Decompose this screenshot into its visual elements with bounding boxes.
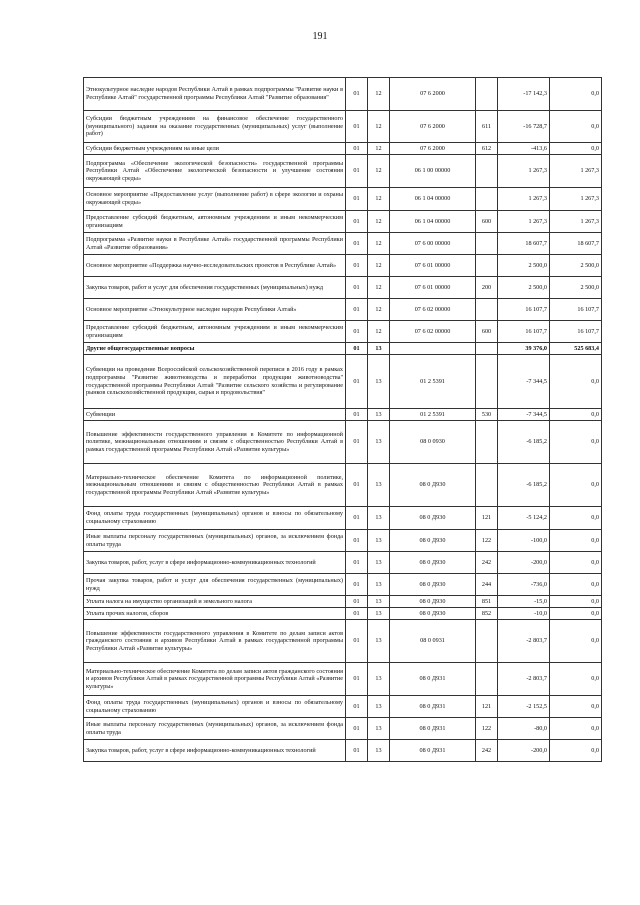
amount-year2-cell: 16 107,7 [550, 321, 602, 343]
section-code-cell: 01 [346, 321, 368, 343]
section-code-cell: 01 [346, 299, 368, 321]
target-article-cell: 08 0 Д931 [390, 718, 476, 740]
amount-year2-cell: 1 267,3 [550, 155, 602, 188]
amount-year1-cell: -15,0 [498, 596, 550, 608]
table-row [84, 696, 602, 718]
target-article-cell: 07 6 2000 [390, 111, 476, 143]
row-name-cell: Этнокультурное наследие народов Республики Алтай в рамках подпрограммы "Развитие науки в Республике Алтай" государственной программы Республики Алтай "Развитие образования" [84, 78, 346, 111]
subsection-code-cell: 13 [368, 355, 390, 409]
target-article-cell [390, 343, 476, 355]
subsection-code-cell: 13 [368, 596, 390, 608]
section-code-cell: 01 [346, 277, 368, 299]
target-article-cell: 08 0 Д931 [390, 696, 476, 718]
table-row [84, 718, 602, 740]
target-article-cell: 06 1 04 00000 [390, 188, 476, 211]
target-article-cell: 08 0 Д931 [390, 663, 476, 696]
amount-year2-cell: 1 267,3 [550, 211, 602, 233]
amount-year2-cell: 1 267,3 [550, 188, 602, 211]
amount-year2-cell: 16 107,7 [550, 299, 602, 321]
section-code-cell: 01 [346, 409, 368, 421]
subsection-code-cell: 13 [368, 409, 390, 421]
row-name-cell: Иные выплаты персоналу государственных (муниципальных) органов, за исключением фонда оплаты труда [84, 530, 346, 552]
row-name-cell: Иные выплаты персоналу государственных (муниципальных) органов, за исключением фонда оплаты труда [84, 718, 346, 740]
row-name-cell: Подпрограмма «Развитие науки в Республике Алтай» государственной программы Республики Алтай «Развитие образования» [84, 233, 346, 255]
target-article-cell: 07 6 01 00000 [390, 255, 476, 277]
amount-year1-cell: 39 376,0 [498, 343, 550, 355]
amount-year2-cell: 0,0 [550, 740, 602, 762]
expense-type-cell: 852 [476, 608, 498, 620]
amount-year2-cell: 18 607,7 [550, 233, 602, 255]
target-article-cell: 07 6 2000 [390, 143, 476, 155]
amount-year2-cell: 0,0 [550, 696, 602, 718]
target-article-cell: 01 2 5391 [390, 355, 476, 409]
section-code-cell: 01 [346, 740, 368, 762]
table-row [84, 596, 602, 608]
section-code-cell: 01 [346, 530, 368, 552]
expense-type-cell: 242 [476, 552, 498, 574]
row-name-cell: Основное мероприятие «Этнокультурное наследие народов Республики Алтай» [84, 299, 346, 321]
table-row [84, 78, 602, 111]
row-name-cell: Основное мероприятие «Предоставление услуг (выполнение работ) в сфере экологии и охраны окружающей среды» [84, 188, 346, 211]
amount-year1-cell: -200,0 [498, 552, 550, 574]
row-name-cell: Субвенции на проведение Всероссийской сельскохозяйственной переписи в 2016 году в рамках подпрограммы "Развитие животноводства и переработки продукции животноводства" государственной программы Республики Алтай "Развитие сельского хозяйства и регулирование рынков сельскохозяйственной продукции, сырья и продовольствия" [84, 355, 346, 409]
section-code-cell: 01 [346, 507, 368, 530]
amount-year1-cell: -7 344,5 [498, 355, 550, 409]
table-row [84, 277, 602, 299]
row-name-cell: Предоставление субсидий бюджетным, автономным учреждениям и иным некоммерческим организациям [84, 321, 346, 343]
table-row [84, 188, 602, 211]
amount-year2-cell: 0,0 [550, 143, 602, 155]
table-row [84, 143, 602, 155]
amount-year2-cell: 0,0 [550, 530, 602, 552]
budget-table-body [84, 78, 602, 762]
table-row [84, 343, 602, 355]
amount-year1-cell: -16 728,7 [498, 111, 550, 143]
amount-year1-cell: -200,0 [498, 740, 550, 762]
section-code-cell: 01 [346, 155, 368, 188]
table-row [84, 255, 602, 277]
amount-year1-cell: -10,0 [498, 608, 550, 620]
amount-year1-cell: 1 267,3 [498, 211, 550, 233]
amount-year1-cell: 16 107,7 [498, 299, 550, 321]
table-row [84, 299, 602, 321]
subsection-code-cell: 13 [368, 530, 390, 552]
row-name-cell: Субсидии бюджетным учреждениям на иные цели [84, 143, 346, 155]
amount-year2-cell: 0,0 [550, 718, 602, 740]
amount-year1-cell: 2 500,0 [498, 277, 550, 299]
expense-type-cell [476, 78, 498, 111]
subsection-code-cell: 13 [368, 421, 390, 464]
amount-year2-cell: 0,0 [550, 409, 602, 421]
target-article-cell: 08 0 0930 [390, 421, 476, 464]
table-row [84, 321, 602, 343]
amount-year1-cell: -2 803,7 [498, 663, 550, 696]
table-row [84, 155, 602, 188]
expense-type-cell [476, 421, 498, 464]
amount-year2-cell: 0,0 [550, 608, 602, 620]
expense-type-cell [476, 188, 498, 211]
expense-type-cell: 612 [476, 143, 498, 155]
amount-year2-cell: 525 683,4 [550, 343, 602, 355]
subsection-code-cell: 13 [368, 696, 390, 718]
section-code-cell: 01 [346, 663, 368, 696]
target-article-cell: 07 6 00 00000 [390, 233, 476, 255]
amount-year1-cell: -100,0 [498, 530, 550, 552]
table-row [84, 211, 602, 233]
section-code-cell: 01 [346, 355, 368, 409]
target-article-cell: 08 0 Д930 [390, 530, 476, 552]
amount-year2-cell: 0,0 [550, 464, 602, 507]
target-article-cell: 08 0 Д930 [390, 507, 476, 530]
amount-year2-cell: 0,0 [550, 78, 602, 111]
target-article-cell: 07 6 02 00000 [390, 299, 476, 321]
page-number: 191 [312, 31, 328, 42]
amount-year2-cell: 0,0 [550, 421, 602, 464]
subsection-code-cell: 12 [368, 188, 390, 211]
subsection-code-cell: 13 [368, 552, 390, 574]
amount-year2-cell: 0,0 [550, 507, 602, 530]
row-name-cell: Повышение эффективности государственного управления в Комитете по информационной политике, межнациональным отношениям и связям с общественностью Республики Алтай в рамках государственной программы Республики Алтай «Развитие культуры» [84, 421, 346, 464]
expense-type-cell: 122 [476, 530, 498, 552]
table-row [84, 233, 602, 255]
row-name-cell: Основное мероприятие «Поддержка научно-исследовательских проектов в Республике Алтай» [84, 255, 346, 277]
expense-type-cell [476, 343, 498, 355]
expense-type-cell: 244 [476, 574, 498, 596]
section-code-cell: 01 [346, 421, 368, 464]
target-article-cell: 08 0 Д931 [390, 740, 476, 762]
amount-year2-cell: 0,0 [550, 663, 602, 696]
table-row [84, 620, 602, 663]
row-name-cell: Материально-техническое обеспечение Комитета по делам записи актов гражданского состояния и архивов Республики Алтай в рамках государственной программы Республики Алтай «Развитие культуры» [84, 663, 346, 696]
table-row [84, 663, 602, 696]
amount-year1-cell: 1 267,3 [498, 155, 550, 188]
section-code-cell: 01 [346, 111, 368, 143]
section-code-cell: 01 [346, 620, 368, 663]
row-name-cell: Закупка товаров, работ и услуг для обеспечения государственных (муниципальных) нужд [84, 277, 346, 299]
amount-year1-cell: -6 185,2 [498, 464, 550, 507]
row-name-cell: Прочая закупка товаров, работ и услуг для обеспечения государственных (муниципальных) нужд [84, 574, 346, 596]
section-code-cell: 01 [346, 718, 368, 740]
target-article-cell: 08 0 Д930 [390, 552, 476, 574]
amount-year1-cell: 1 267,3 [498, 188, 550, 211]
budget-table [83, 77, 602, 762]
subsection-code-cell: 13 [368, 608, 390, 620]
amount-year1-cell: -5 124,2 [498, 507, 550, 530]
amount-year2-cell: 2 500,0 [550, 277, 602, 299]
expense-type-cell [476, 155, 498, 188]
section-code-cell: 01 [346, 78, 368, 111]
amount-year1-cell: -6 185,2 [498, 421, 550, 464]
target-article-cell: 07 6 2000 [390, 78, 476, 111]
amount-year1-cell: -736,0 [498, 574, 550, 596]
expense-type-cell: 600 [476, 211, 498, 233]
amount-year2-cell: 0,0 [550, 111, 602, 143]
row-name-cell: Предоставление субсидий бюджетным, автономным учреждениям и иным некоммерческим организациям [84, 211, 346, 233]
table-row [84, 552, 602, 574]
row-name-cell: Подпрограмма «Обеспечение экологической безопасности» государственной программы Республики Алтай «Обеспечение экологической безопасности и улучшение состояния окружающей среды» [84, 155, 346, 188]
table-row [84, 507, 602, 530]
row-name-cell: Фонд оплаты труда государственных (муниципальных) органов и взносы по обязательному социальному страхованию [84, 696, 346, 718]
expense-type-cell [476, 464, 498, 507]
target-article-cell: 08 0 Д930 [390, 464, 476, 507]
subsection-code-cell: 12 [368, 143, 390, 155]
expense-type-cell: 530 [476, 409, 498, 421]
section-code-cell: 01 [346, 233, 368, 255]
subsection-code-cell: 13 [368, 740, 390, 762]
section-code-cell: 01 [346, 143, 368, 155]
expense-type-cell [476, 233, 498, 255]
amount-year1-cell: -80,0 [498, 718, 550, 740]
row-name-cell: Закупка товаров, работ, услуг в сфере информационно-коммуникационных технологий [84, 740, 346, 762]
amount-year1-cell: -17 142,3 [498, 78, 550, 111]
subsection-code-cell: 12 [368, 78, 390, 111]
table-row [84, 421, 602, 464]
expense-type-cell: 600 [476, 321, 498, 343]
section-code-cell: 01 [346, 464, 368, 507]
section-code-cell: 01 [346, 255, 368, 277]
table-row [84, 530, 602, 552]
expense-type-cell [476, 255, 498, 277]
amount-year2-cell: 0,0 [550, 620, 602, 663]
row-name-cell: Другие общегосударственные вопросы [84, 343, 346, 355]
table-row [84, 574, 602, 596]
target-article-cell: 08 0 Д930 [390, 596, 476, 608]
expense-type-cell: 200 [476, 277, 498, 299]
section-code-cell: 01 [346, 343, 368, 355]
amount-year2-cell: 0,0 [550, 355, 602, 409]
subsection-code-cell: 12 [368, 155, 390, 188]
table-row [84, 608, 602, 620]
section-code-cell: 01 [346, 574, 368, 596]
subsection-code-cell: 13 [368, 574, 390, 596]
row-name-cell: Повышение эффективности государственного управления в Комитете по делам записи актов гражданского состояния и архивов Республики Алтай в рамках государственной программы Республики Алтай «Развитие культуры» [84, 620, 346, 663]
amount-year2-cell: 0,0 [550, 574, 602, 596]
subsection-code-cell: 12 [368, 233, 390, 255]
expense-type-cell: 851 [476, 596, 498, 608]
subsection-code-cell: 12 [368, 255, 390, 277]
amount-year1-cell: 18 607,7 [498, 233, 550, 255]
subsection-code-cell: 13 [368, 343, 390, 355]
subsection-code-cell: 13 [368, 663, 390, 696]
amount-year2-cell: 0,0 [550, 552, 602, 574]
row-name-cell: Материально-техническое обеспечение Комитета по информационной политике, межнациональным отношениям и связям с общественностью Республики Алтай в рамках государственной программы Республики Алтай «Развитие культуры» [84, 464, 346, 507]
expense-type-cell: 242 [476, 740, 498, 762]
target-article-cell: 06 1 04 00000 [390, 211, 476, 233]
subsection-code-cell: 12 [368, 321, 390, 343]
row-name-cell: Субсидии бюджетным учреждениям на финансовое обеспечение государственного (муниципального) задания на оказание государственных (муниципальных) услуг (выполнение работ) [84, 111, 346, 143]
target-article-cell: 07 6 02 00000 [390, 321, 476, 343]
target-article-cell: 06 1 00 00000 [390, 155, 476, 188]
target-article-cell: 01 2 5391 [390, 409, 476, 421]
target-article-cell: 08 0 0931 [390, 620, 476, 663]
table-row [84, 740, 602, 762]
target-article-cell: 07 6 01 00000 [390, 277, 476, 299]
expense-type-cell: 122 [476, 718, 498, 740]
amount-year1-cell: 16 107,7 [498, 321, 550, 343]
subsection-code-cell: 12 [368, 299, 390, 321]
expense-type-cell [476, 620, 498, 663]
expense-type-cell: 121 [476, 696, 498, 718]
section-code-cell: 01 [346, 552, 368, 574]
subsection-code-cell: 12 [368, 277, 390, 299]
expense-type-cell [476, 355, 498, 409]
table-row [84, 464, 602, 507]
expense-type-cell [476, 663, 498, 696]
expense-type-cell [476, 299, 498, 321]
section-code-cell: 01 [346, 608, 368, 620]
section-code-cell: 01 [346, 211, 368, 233]
amount-year2-cell: 2 500,0 [550, 255, 602, 277]
amount-year1-cell: -2 152,5 [498, 696, 550, 718]
row-name-cell: Уплата налога на имущество организаций и земельного налога [84, 596, 346, 608]
section-code-cell: 01 [346, 696, 368, 718]
row-name-cell: Фонд оплаты труда государственных (муниципальных) органов и взносы по обязательному социальному страхованию [84, 507, 346, 530]
expense-type-cell: 611 [476, 111, 498, 143]
row-name-cell: Закупка товаров, работ, услуг в сфере информационно-коммуникационных технологий [84, 552, 346, 574]
target-article-cell: 08 0 Д930 [390, 574, 476, 596]
amount-year1-cell: -413,6 [498, 143, 550, 155]
subsection-code-cell: 12 [368, 111, 390, 143]
subsection-code-cell: 13 [368, 718, 390, 740]
section-code-cell: 01 [346, 188, 368, 211]
expense-type-cell: 121 [476, 507, 498, 530]
amount-year2-cell: 0,0 [550, 596, 602, 608]
row-name-cell: Субвенции [84, 409, 346, 421]
target-article-cell: 08 0 Д930 [390, 608, 476, 620]
subsection-code-cell: 13 [368, 464, 390, 507]
section-code-cell: 01 [346, 596, 368, 608]
subsection-code-cell: 13 [368, 620, 390, 663]
subsection-code-cell: 13 [368, 507, 390, 530]
row-name-cell: Уплата прочих налогов, сборов [84, 608, 346, 620]
table-row [84, 355, 602, 409]
table-row [84, 409, 602, 421]
amount-year1-cell: 2 500,0 [498, 255, 550, 277]
table-row [84, 111, 602, 143]
amount-year1-cell: -7 344,5 [498, 409, 550, 421]
subsection-code-cell: 12 [368, 211, 390, 233]
amount-year1-cell: -2 803,7 [498, 620, 550, 663]
